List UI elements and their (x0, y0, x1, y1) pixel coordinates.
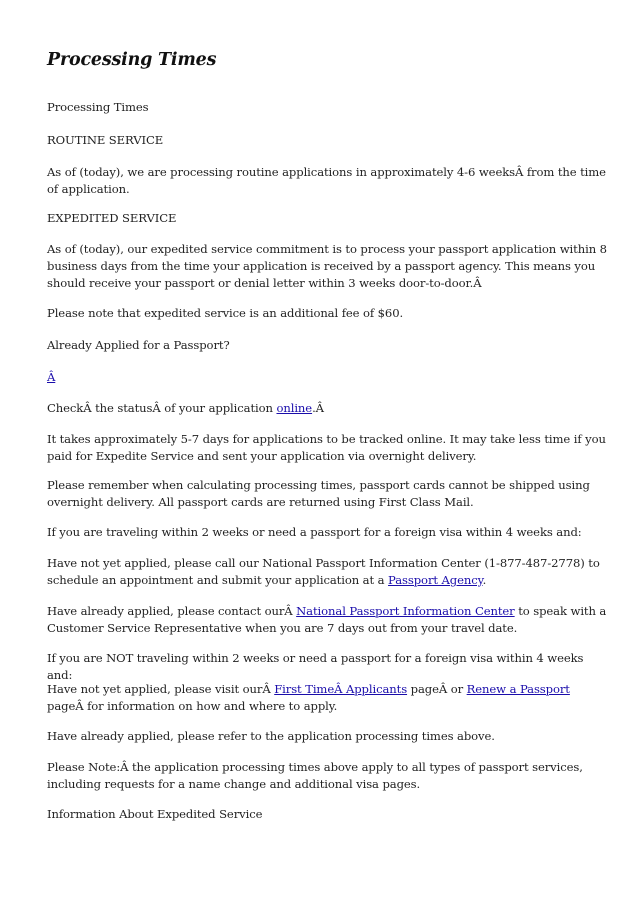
urgent-applied-suffix: to speak with a Customer Service Representative when you are 7 days out from your travel date. (47, 604, 607, 635)
non-urgent-not-applied-paragraph (47, 681, 607, 715)
non-urgent-suffix: pageÂ for information on how and where to apply. (47, 699, 338, 713)
tracking-time-text: It takes approximately 5-7 days for applications to be tracked online. It may take less time if you paid for Expedite Service and sent your application via overnight delivery. (47, 432, 606, 463)
urgent-not-applied-suffix: . (482, 573, 487, 587)
routine-service-text: As of (today), we are processing routine applications in approximately 4-6 weeksÂ from the time of application. (47, 165, 606, 196)
online-status-link[interactable]: online (276, 401, 313, 415)
urgent-applied-paragraph (47, 603, 607, 637)
empty-link[interactable]: Â (47, 370, 56, 384)
urgent-not-applied-text: Have not yet applied, please call our National Passport Information Center (1-877-487-2778) to schedule an appointment and submit your application at a (47, 556, 600, 587)
check-status-text: CheckÂ the statusÂ of your application (47, 401, 277, 415)
check-status-suffix: .Â (312, 401, 324, 415)
already-applied-heading: Already Applied for a Passport? (47, 338, 230, 352)
urgent-applied-text: Have already applied, please contact ourÂ (47, 604, 297, 618)
processing-note-text: Please Note:Â the application processing times above apply to all types of passport services, including requests for a name change and additional visa pages. (47, 760, 583, 791)
expedited-service-text: As of (today), our expedited service commitment is to process your passport application within 8 business days from the time your application is received by a passport agency. This means you should receive your passport or denial letter within 3 weeks door-to-door.Â (47, 242, 607, 290)
expedited-info-heading: Information About Expedited Service (47, 807, 263, 821)
urgent-not-applied-paragraph (47, 555, 607, 589)
routine-service-heading: ROUTINE SERVICE (47, 133, 164, 147)
expedited-service-heading: EXPEDITED SERVICE (47, 211, 177, 225)
passport-agency-link[interactable]: Passport Agency (388, 573, 483, 587)
passport-card-shipping-text: Please remember when calculating processing times, passport cards cannot be shipped using overnight delivery. All passport cards are returned using First Class Mail. (47, 478, 590, 509)
check-status-paragraph (47, 400, 607, 417)
renew-passport-link[interactable]: Renew a Passport (466, 682, 570, 696)
non-urgent-travel-heading: If you are NOT traveling within 2 weeks or need a passport for a foreign visa within 4 weeks and: (47, 651, 584, 682)
non-urgent-middle-text: pageÂ or (407, 682, 467, 696)
national-passport-information-center-link[interactable]: National Passport Information Center (296, 604, 515, 618)
page-title: Processing Times (47, 50, 217, 70)
empty-link-paragraph (47, 369, 607, 386)
non-urgent-applied-text: Have already applied, please refer to the application processing times above. (47, 729, 495, 743)
section-heading-processing-times: Processing Times (47, 100, 149, 114)
first-time-applicants-link[interactable]: First TimeÂ Applicants (274, 682, 408, 696)
urgent-travel-heading: If you are traveling within 2 weeks or need a passport for a foreign visa within 4 weeks and: (47, 525, 582, 539)
expedited-fee-note: Please note that expedited service is an additional fee of $60. (47, 306, 404, 320)
non-urgent-not-applied-text: Have not yet applied, please visit ourÂ (47, 682, 275, 696)
